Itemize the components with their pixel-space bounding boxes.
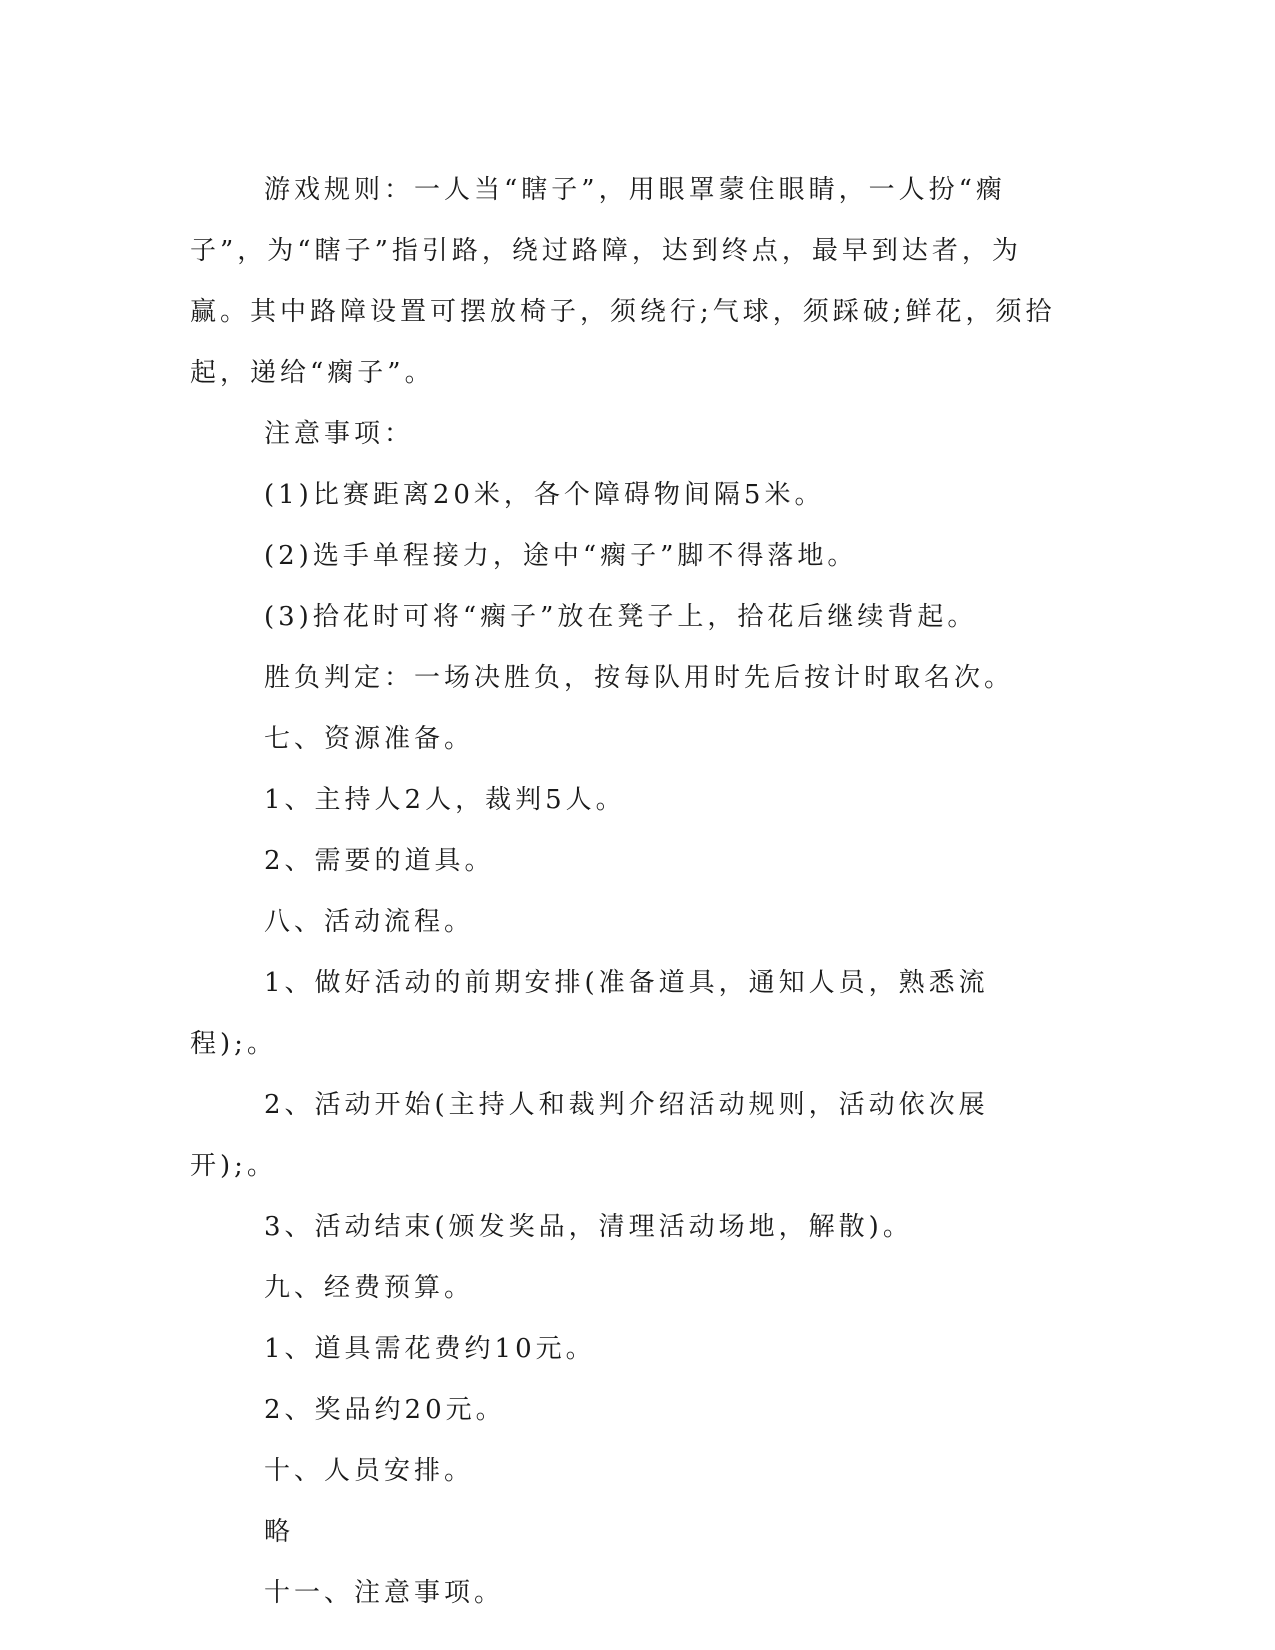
paragraph-staffing: 略: [264, 1517, 295, 1547]
section-heading-resources: 七、资源准备。: [264, 724, 475, 754]
paragraph-process-3: 3、活动结束(颁发奖品，清理活动场地，解散)。: [264, 1212, 913, 1242]
paragraph-game-rules: 游戏规则：一人当“瞎子”，用眼罩蒙住眼睛，一人扮“瘸子”，为“瞎子”指引路，绕过路障，达到终点，最早到达者，为赢。其中路障设置可摆放椅子，须绕行;气球，须踩破;鲜花，须拾起，递给“瘸子”。: [190, 175, 1056, 388]
paragraph-process-2: 2、活动开始(主持人和裁判介绍活动规则，活动依次展开);。: [190, 1090, 989, 1181]
paragraph-budget-1: 1、道具需花费约10元。: [264, 1334, 596, 1364]
paragraph-note-1: (1)比赛距离20米，各个障碍物间隔5米。: [264, 480, 825, 510]
paragraph-notes-heading: 注意事项：: [264, 419, 415, 449]
paragraph-judging: 胜负判定：一场决胜负，按每队用时先后按计时取名次。: [264, 663, 1015, 693]
section-heading-notes: 十一、注意事项。: [264, 1578, 505, 1608]
section-heading-staffing: 十、人员安排。: [264, 1456, 475, 1486]
paragraph-budget-2: 2、奖品约20元。: [264, 1395, 506, 1425]
paragraph-process-1: 1、做好活动的前期安排(准备道具，通知人员，熟悉流程);。: [190, 968, 989, 1059]
paragraph-resources-2: 2、需要的道具。: [264, 846, 495, 876]
section-heading-process: 八、活动流程。: [264, 907, 475, 937]
paragraph-resources-1: 1、主持人2人，裁判5人。: [264, 785, 626, 815]
section-heading-budget: 九、经费预算。: [264, 1273, 475, 1303]
paragraph-note-2: (2)选手单程接力，途中“瘸子”脚不得落地。: [264, 541, 858, 571]
paragraph-note-3: (3)拾花时可将“瘸子”放在凳子上，拾花后继续背起。: [264, 602, 978, 632]
document-body: [190, 160, 1075, 1624]
